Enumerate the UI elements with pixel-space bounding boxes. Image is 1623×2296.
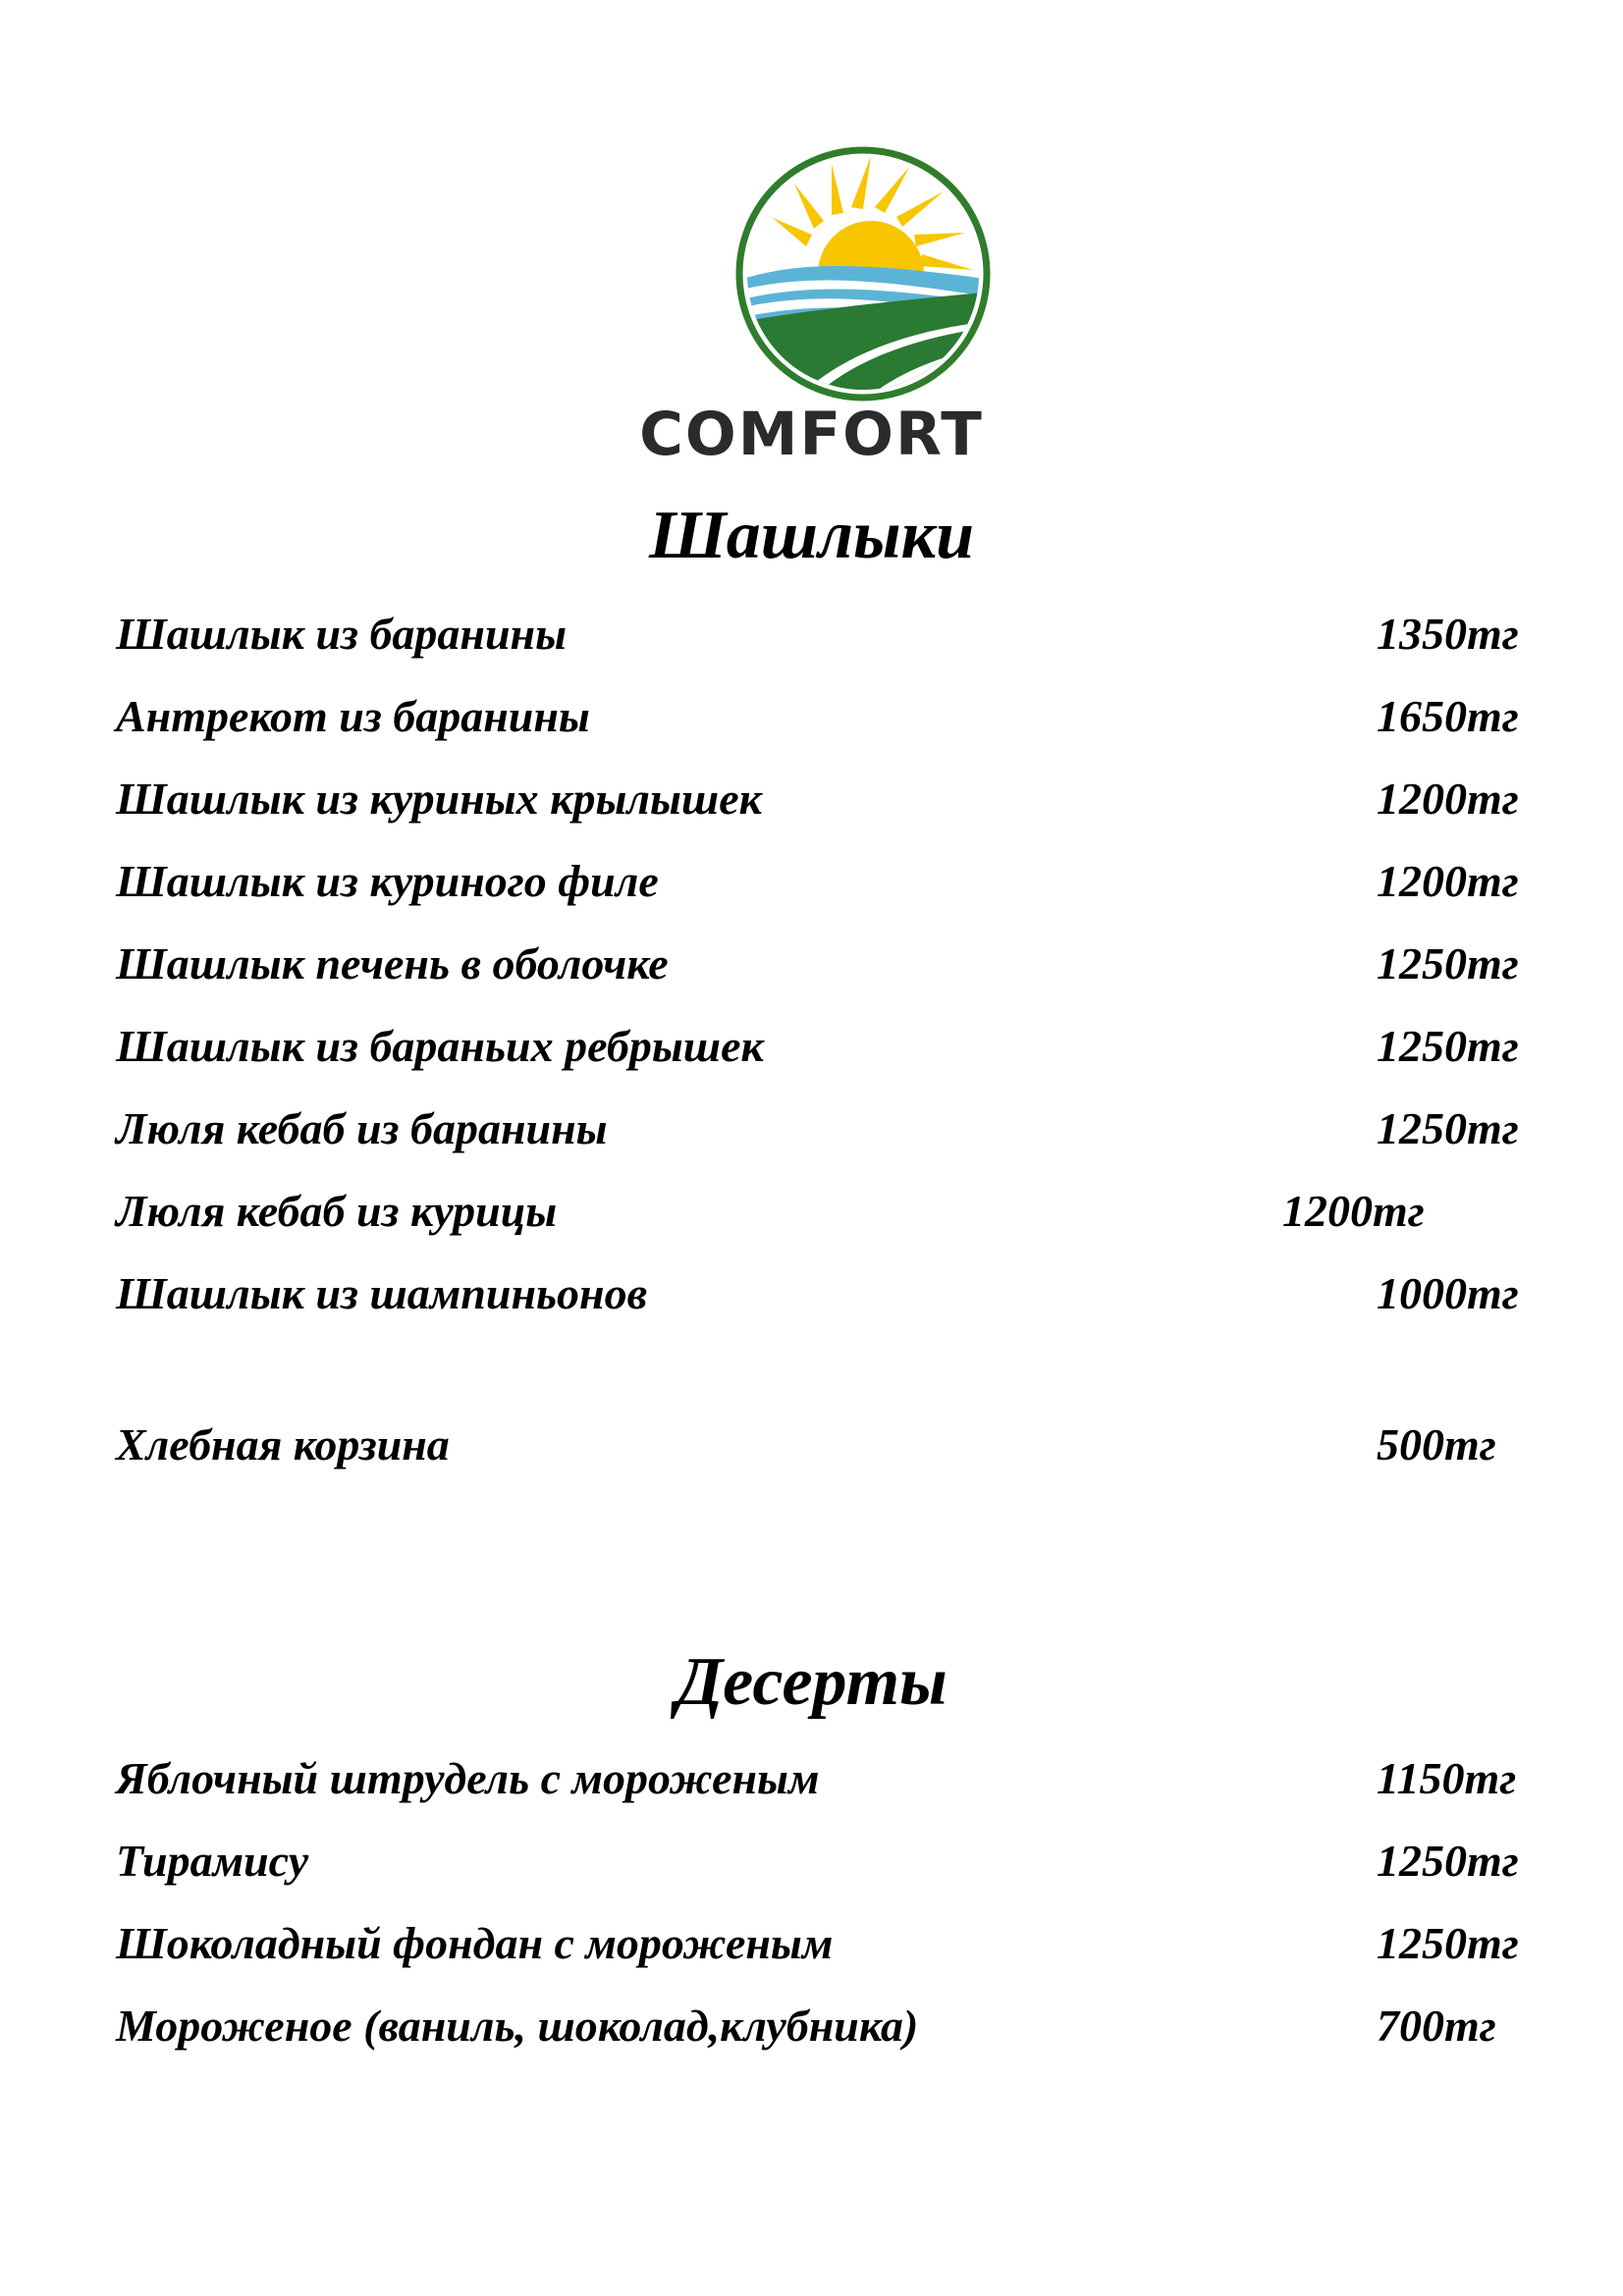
item-price: 700тг [1377,2001,1496,2051]
comfort-logo [733,144,993,403]
item-price: 1200тг [1282,1186,1425,1236]
item-name: Шашлык печень в оболочке [116,938,669,988]
item-price: 1150тг [1377,1753,1517,1803]
item-price: 1200тг [1377,774,1519,824]
item-price: 1650тг [1377,691,1519,741]
section-title-shashlyki: Шашлыки [648,498,975,573]
item-name: Антрекот из баранины [116,691,590,741]
item-price: 1250тг [1377,1021,1519,1071]
item-name: Люля кебаб из баранины [116,1103,608,1153]
item-name: Шашлык из куриных крылышек [116,774,762,824]
item-name: Шашлык из баранины [116,609,568,659]
item-price: 1350тг [1377,609,1519,659]
item-name: Яблочный штрудель с мороженым [116,1753,820,1803]
item-name: Тирамису [116,1836,309,1886]
brand-name: COMFORT [639,400,984,469]
item-price: 1000тг [1377,1268,1519,1318]
item-name: Люля кебаб из курицы [116,1186,558,1236]
item-price: 500тг [1377,1419,1496,1469]
item-name: Шоколадный фондан с мороженым [116,1918,834,1968]
item-price: 1250тг [1377,1103,1519,1153]
item-price: 1250тг [1377,938,1519,988]
item-price: 1250тг [1377,1836,1519,1886]
item-name: Шашлык из шампиньонов [116,1268,648,1318]
section-title-deserty: Десерты [676,1644,947,1720]
item-price: 1250тг [1377,1918,1519,1968]
item-name: Мороженое (ваниль, шоколад,клубника) [116,2001,919,2051]
item-name: Шашлык из куриного филе [116,856,659,906]
item-price: 1200тг [1377,856,1519,906]
item-name: Шашлык из бараньих ребрышек [116,1021,764,1071]
item-name: Хлебная корзина [116,1419,450,1469]
